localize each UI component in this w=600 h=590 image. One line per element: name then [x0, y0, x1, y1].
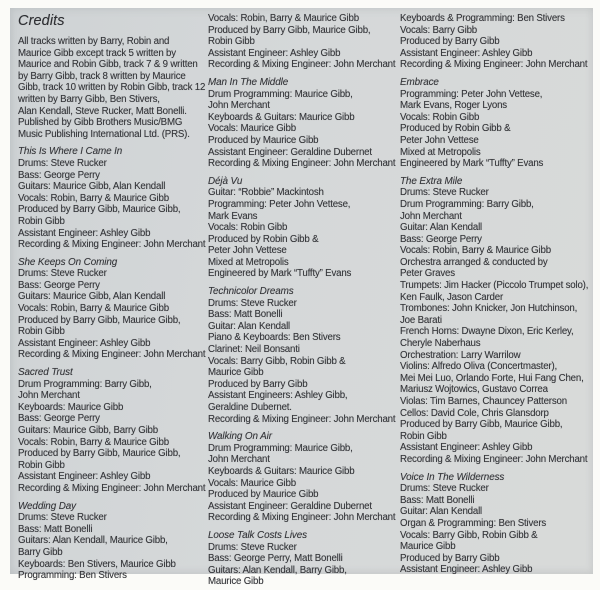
credit-line: Peter John Vettese	[400, 134, 479, 146]
track-credits-block	[208, 530, 396, 588]
credit-line: All tracks written by Barry, Robin and	[18, 36, 170, 47]
track-credits-block	[18, 501, 202, 582]
credit-line: Produced by Barry Gibb, Maurice Gibb,	[208, 24, 371, 36]
credit-line: Keyboards & Guitars: Maurice Gibb	[208, 111, 355, 123]
credit-line: Robin Gibb	[400, 430, 447, 442]
credit-line: Drums: Steve Rucker	[208, 297, 297, 309]
credit-line: Maurice Gibb except track 5 written by	[18, 47, 176, 59]
credit-line: Recording & Mixing Engineer: John Merchant	[208, 413, 396, 425]
credit-line: Vocals: Robin, Barry & Maurice Gibb	[18, 192, 169, 204]
credit-line: Assistant Engineer: Ashley Gibb	[400, 47, 533, 59]
credit-line: Robin Gibb	[18, 459, 65, 471]
credit-line: Recording & Mixing Engineer: John Merchant	[18, 482, 206, 494]
track-credits-continuation	[400, 13, 592, 71]
credit-line: Guitar: Alan Kendall	[400, 506, 483, 518]
credit-line: Keyboards: Maurice Gibb	[18, 401, 124, 413]
credit-line: Assistant Engineer: Ashley Gibb	[400, 564, 533, 576]
credit-line: John Merchant	[400, 210, 462, 222]
credit-line: Recording & Mixing Engineer: John Merchant	[18, 239, 206, 251]
track-credits-block	[18, 367, 206, 495]
credit-line: Bass: Matt Bonelli	[400, 494, 475, 506]
credit-line: Keyboards & Programming: Ben Stivers	[400, 13, 565, 24]
credit-line: Drum Programming: Maurice Gibb,	[208, 442, 353, 454]
credit-line: Gibb, track 10 written by Robin Gibb, track 12	[18, 82, 206, 94]
credit-line: Barry Gibb	[18, 546, 63, 558]
credit-line: Drum Programming: Barry Gibb,	[18, 378, 152, 390]
credit-line: Guitar: Alan Kendall	[208, 320, 291, 332]
credit-line: Cheryle Naberhaus	[400, 338, 481, 350]
credit-line: Maurice Gibb	[400, 541, 456, 553]
credit-line: written by Barry Gibb, Ben Stivers,	[18, 93, 160, 105]
credit-line: Mariusz Wojtowics, Gustavo Correa	[400, 384, 548, 396]
credit-line: Joe Barati	[400, 314, 442, 326]
credit-line: Produced by Maurice Gibb	[208, 489, 319, 501]
credit-line: John Merchant	[208, 454, 270, 466]
credit-line: Bass: George Perry	[18, 279, 100, 291]
credit-line: Assistant Engineer: Ashley Gibb	[18, 227, 151, 239]
credit-line: Robin Gibb	[18, 215, 65, 227]
track-credits-block	[208, 176, 396, 280]
credit-line: Guitars: Maurice Gibb, Alan Kendall	[18, 181, 166, 193]
credit-line: Bass: Matt Bonelli	[208, 309, 283, 321]
track-title: She Keeps On Coming	[18, 256, 118, 268]
credit-line: Clarinet: Neil Bonsanti	[208, 344, 300, 356]
credit-line: Produced by Barry Gibb, Maurice Gibb,	[18, 448, 181, 460]
credit-line: Drums: Steve Rucker	[208, 541, 297, 553]
credit-line: John Merchant	[18, 390, 80, 402]
credit-line: Keyboards: Ben Stivers, Maurice Gibb	[18, 558, 176, 570]
credit-line: Assistant Engineer: Ashley Gibb	[208, 47, 341, 59]
credit-line: Drums: Steve Rucker	[400, 483, 489, 495]
credit-line: Produced by Robin Gibb &	[208, 233, 319, 245]
credit-line: Music Publishing International Ltd. (PRS).	[18, 128, 190, 140]
track-credits-block	[208, 77, 396, 170]
credit-line: Vocals: Maurice Gibb	[208, 123, 296, 135]
credit-line: Bass: Matt Bonelli	[18, 523, 93, 535]
track-title: The Extra Mile	[400, 175, 463, 187]
credit-line: Vocals: Robin Gibb	[208, 222, 288, 234]
credit-line: Mei Mei Luo, Orlando Forte, Hui Fang Chen,	[400, 372, 584, 384]
booklet-credits-page	[10, 8, 593, 588]
track-title: This Is Where I Came In	[18, 146, 123, 158]
credit-line: Mixed at Metropolis	[208, 256, 289, 268]
credit-line: Produced by Barry Gibb, Maurice Gibb,	[18, 204, 181, 216]
track-title: Embrace	[400, 76, 439, 88]
credit-line: Assistant Engineer: Ashley Gibb	[18, 337, 151, 349]
track-title: Walking On Air	[208, 431, 272, 443]
credit-line: Mark Evans, Roger Lyons	[400, 100, 507, 112]
track-title: Man In The Middle	[208, 76, 289, 88]
credit-line: Drums: Steve Rucker	[18, 512, 107, 524]
credit-line: Engineered by Mark “Tuffty” Evans	[400, 158, 544, 170]
credit-line: Ken Faulk, Jason Carder	[400, 291, 504, 303]
credit-line: Produced by Barry Gibb, Maurice Gibb,	[400, 419, 563, 431]
credit-line: Maurice and Robin Gibb, track 7 & 9 written	[18, 59, 198, 71]
credit-line: Cellos: David Cole, Chris Glansdorp	[400, 407, 549, 419]
credit-line: Recording & Mixing Engineer: John Merchant	[400, 453, 588, 465]
credit-line: Recording & Mixing Engineer: John Merchant	[18, 349, 206, 361]
credit-line: Trombones: John Knicker, Jon Hutchinson,	[400, 303, 578, 315]
credit-line: Robin Gibb	[208, 36, 255, 48]
credit-line: Produced by Barry Gibb	[400, 36, 500, 48]
credit-line: Maurice Gibb	[208, 367, 264, 379]
credit-line: Vocals: Maurice Gibb	[208, 477, 296, 489]
credit-line: Assistant Engineer: Geraldine Dubernet	[208, 146, 372, 158]
page-title: Credits	[18, 13, 65, 29]
track-title: Technicolor Dreams	[208, 286, 294, 298]
credit-line: Organ & Programming: Ben Stivers	[400, 517, 547, 529]
credit-line: Drum Programming: Barry Gibb,	[400, 198, 534, 210]
credit-line: Mark Evans	[208, 210, 258, 222]
credit-line: Trumpets: Jim Hacker (Piccolo Trumpet solo),	[400, 280, 589, 292]
credit-line: Produced by Barry Gibb, Maurice Gibb,	[18, 314, 181, 326]
track-credits-block	[208, 431, 396, 524]
credit-line: Violins: Alfredo Oliva (Concertmaster),	[400, 361, 558, 373]
credit-line: Guitars: Alan Kendall, Barry Gibb,	[208, 564, 347, 576]
credit-line: Keyboards & Guitars: Maurice Gibb	[208, 465, 355, 477]
credit-line: Bass: George Perry	[18, 413, 100, 425]
track-credits-block	[208, 286, 396, 425]
credit-line: Guitars: Maurice Gibb, Barry Gibb	[18, 425, 158, 436]
intro-paragraph	[18, 36, 206, 140]
track-credits-block	[400, 472, 592, 576]
credit-line: Recording & Mixing Engineer: John Merchant	[208, 158, 396, 170]
credit-line: Published by Gibb Brothers Music/BMG	[18, 117, 183, 129]
credit-line: Bass: George Perry	[18, 169, 100, 181]
credit-line: Assistant Engineers: Ashley Gibb,	[208, 390, 348, 402]
track-title: Loose Talk Costs Lives	[208, 529, 307, 541]
credit-line: Programming: Peter John Vettese,	[208, 198, 351, 210]
credit-line: Engineered by Mark “Tuffty” Evans	[208, 268, 352, 280]
track-credits-continuation	[208, 13, 396, 71]
track-title: Déjà Vu	[208, 175, 243, 187]
credit-line: Drums: Steve Rucker	[18, 157, 107, 169]
credit-line: Violas: Tim Barnes, Chauncey Patterson	[400, 396, 567, 407]
credit-line: Drum Programming: Maurice Gibb,	[208, 88, 353, 100]
credit-line: Guitars: Maurice Gibb, Alan Kendall	[18, 291, 166, 303]
credit-line: Bass: George Perry, Matt Bonelli	[208, 553, 343, 565]
track-title: Voice In The Wilderness	[400, 471, 505, 483]
credit-line: Assistant Engineer: Geraldine Dubernet	[208, 500, 372, 512]
credit-line: Produced by Barry Gibb	[208, 378, 308, 390]
credits-column-2	[208, 13, 396, 588]
track-credits-block	[18, 256, 206, 361]
credit-line: Recording & Mixing Engineer: John Merchant	[208, 512, 396, 524]
credit-line: Vocals: Robin, Barry & Maurice Gibb	[18, 436, 169, 448]
credit-line: Geraldine Dubernet.	[208, 402, 292, 413]
credit-line: Maurice Gibb	[208, 576, 264, 588]
track-credits-block	[18, 146, 206, 251]
credit-line: Recording & Mixing Engineer: John Merchant	[400, 59, 588, 71]
credits-column-1	[18, 13, 206, 582]
credit-line: Vocals: Barry Gibb, Robin Gibb &	[400, 529, 538, 541]
credit-line: Drums: Steve Rucker	[400, 187, 489, 199]
credit-line: Produced by Maurice Gibb	[208, 134, 319, 146]
credits-column-3	[400, 13, 592, 576]
credit-line: Programming: Peter John Vettese,	[400, 88, 543, 100]
track-credits-block	[400, 176, 592, 466]
track-title: Sacred Trust	[18, 367, 73, 379]
credit-line: Guitar: “Robbie” Mackintosh	[208, 187, 324, 199]
credit-line: Vocals: Barry Gibb	[400, 24, 477, 36]
credit-line: Bass: George Perry	[400, 233, 482, 245]
credit-line: Guitar: Alan Kendall	[400, 222, 483, 234]
credit-line: Produced by Robin Gibb &	[400, 123, 511, 135]
credit-line: Mixed at Metropolis	[400, 146, 481, 158]
credit-line: Peter Graves	[400, 268, 455, 280]
credit-line: Assistant Engineer: Ashley Gibb	[400, 442, 533, 454]
credit-line: Produced by Barry Gibb	[400, 552, 500, 564]
credit-line: Vocals: Robin, Barry & Maurice Gibb	[208, 13, 359, 24]
credit-line: Recording & Mixing Engineer: John Merchant	[208, 59, 396, 71]
credit-line: Guitars: Alan Kendall, Maurice Gibb,	[18, 535, 168, 547]
credit-line: Robin Gibb	[18, 326, 65, 338]
credit-line: French Horns: Dwayne Dixon, Eric Kerley,	[400, 326, 574, 338]
credit-line: Vocals: Barry Gibb, Robin Gibb &	[208, 355, 346, 367]
credit-line: by Barry Gibb, track 8 written by Maurice	[18, 70, 186, 82]
credit-line: Orchestra arranged & conducted by	[400, 256, 548, 268]
credit-line: Piano & Keyboards: Ben Stivers	[208, 332, 341, 344]
page-title-block	[18, 13, 202, 30]
credit-line: Drums: Steve Rucker	[18, 268, 107, 280]
credit-line: Vocals: Robin Gibb	[400, 111, 480, 123]
credit-line: Vocals: Robin, Barry & Maurice Gibb	[18, 303, 169, 315]
track-title: Wedding Day	[18, 500, 77, 512]
credit-line: Orchestration: Larry Warrilow	[400, 349, 521, 361]
track-credits-block	[400, 77, 592, 170]
credit-line: John Merchant	[208, 100, 270, 112]
credit-line: Assistant Engineer: Ashley Gibb	[18, 471, 151, 483]
credit-line: Programming: Ben Stivers	[18, 570, 127, 582]
credit-line: Peter John Vettese	[208, 245, 287, 257]
credit-line: Alan Kendall, Steve Rucker, Matt Bonelli.	[18, 105, 187, 117]
credit-line: Vocals: Robin, Barry & Maurice Gibb	[400, 245, 551, 257]
